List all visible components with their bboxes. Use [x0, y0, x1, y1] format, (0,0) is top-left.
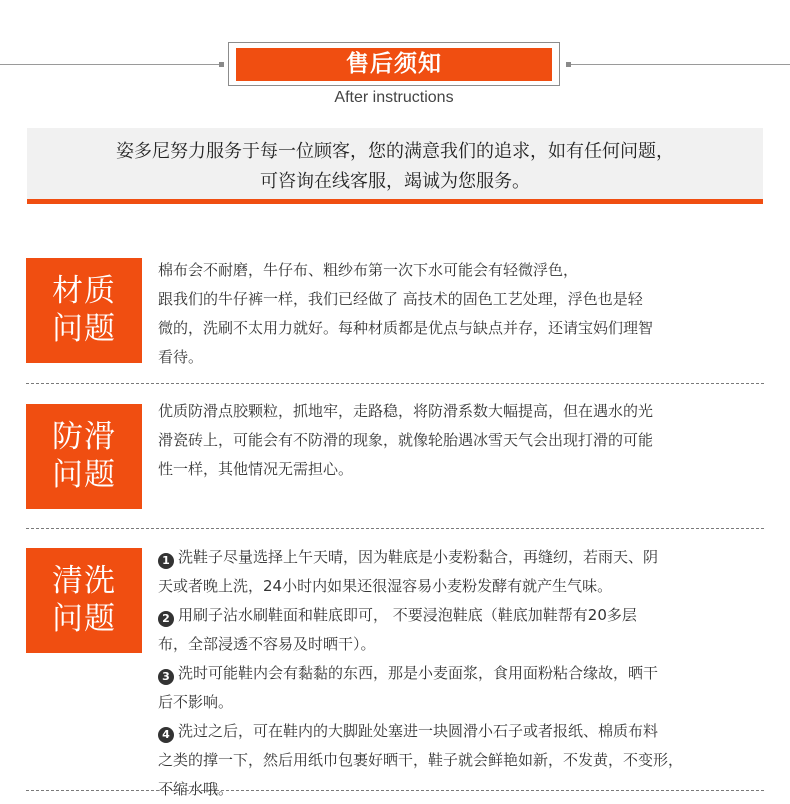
intro-line: 可咨询在线客服，竭诚为您服务。: [260, 171, 530, 192]
text-line: 之类的撑一下，然后用纸巾包裹好晒干，鞋子就会鲜艳如新，不发黄，不变形，: [158, 751, 684, 769]
section-tag-line: 问题: [52, 457, 116, 493]
text-line: 洗时可能鞋内会有黏黏的东西，那是小麦面浆，食用面粉粘合缘故，晒干: [178, 664, 659, 682]
section-divider: [26, 790, 764, 791]
text-line: 优质防滑点胶颗粒，抓地牢，走路稳，将防滑系数大幅提高，但在遇水的光: [158, 402, 654, 420]
section-tag-line: 问题: [52, 311, 116, 347]
header-rule-left: [0, 64, 222, 65]
text-line: 不缩水哦。: [158, 780, 234, 798]
text-line: 微的，洗刷不太用力就好。每种材质都是优点与缺点并存，还请宝妈们理智: [158, 319, 654, 337]
intro-banner: [27, 128, 763, 204]
text-line: 跟我们的牛仔裤一样，我们已经做了 高技术的固色工艺处理，浮色也是轻: [158, 290, 643, 308]
number-badge-icon: 2: [158, 611, 174, 627]
list-item-4: [158, 717, 773, 746]
section-text-antislip: [158, 397, 773, 484]
text-line: 性一样，其他情况无需担心。: [158, 460, 354, 478]
section-tag-line: 防滑: [52, 419, 116, 455]
section-divider: [26, 528, 764, 529]
text-line: 用刷子沾水刷鞋面和鞋底即可， 不要浸泡鞋底（鞋底加鞋帮有20多层: [178, 606, 637, 624]
text-line: 布，全部浸透不容易及时晒干）。: [158, 635, 376, 653]
section-tag-antislip: [26, 404, 142, 509]
list-item-3: [158, 659, 773, 688]
text-line: 天或者晚上洗，24小时内如果还很湿容易小麦粉发酵有就产生气味。: [158, 577, 613, 595]
text-line: 滑瓷砖上，可能会有不防滑的现象，就像轮胎遇冰雪天气会出现打滑的可能: [158, 431, 654, 449]
header-rule-dot-right: [566, 62, 571, 67]
section-divider: [26, 383, 764, 384]
header-rule-right: [568, 64, 790, 65]
page-title: 售后须知: [236, 48, 552, 81]
list-item-2: [158, 601, 773, 630]
number-badge-icon: 3: [158, 669, 174, 685]
section-tag-line: 清洗: [52, 563, 116, 599]
number-badge-icon: 1: [158, 553, 174, 569]
section-text-cleaning: [158, 543, 773, 804]
header-rule-dot-left: [219, 62, 224, 67]
section-tag-line: 材质: [52, 273, 116, 309]
page-subtitle: After instructions: [334, 89, 454, 106]
list-item-1: [158, 543, 773, 572]
section-tag-cleaning: [26, 548, 142, 653]
text-line: 洗鞋子尽量选择上午天晴，因为鞋底是小麦粉黏合，再缝纫，若雨天、阴: [178, 548, 659, 566]
text-line: 看待。: [158, 348, 204, 366]
section-text-material: [158, 256, 773, 372]
text-line: 洗过之后，可在鞋内的大脚趾处塞进一块圆滑小石子或者报纸、棉质布料: [178, 722, 659, 740]
text-line: 后不影响。: [158, 693, 234, 711]
intro-line: 姿多尼努力服务于每一位顾客，您的满意我们的追求，如有任何问题，: [116, 141, 674, 162]
text-line: 棉布会不耐磨，牛仔布、粗纱布第一次下水可能会有轻微浮色，: [158, 261, 579, 279]
section-tag-line: 问题: [52, 601, 116, 637]
section-tag-material: [26, 258, 142, 363]
number-badge-icon: 4: [158, 727, 174, 743]
